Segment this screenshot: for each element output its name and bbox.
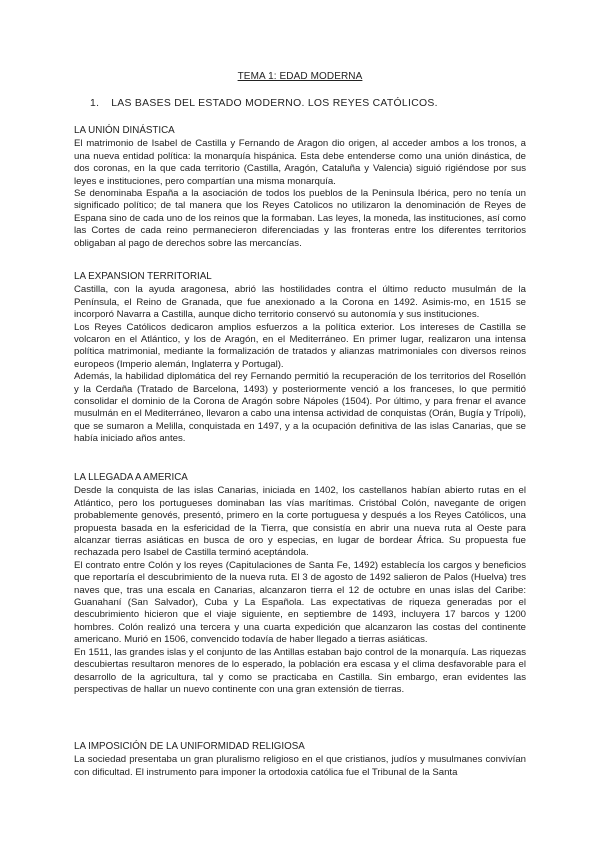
- section-heading: LA EXPANSION TERRITORIAL: [74, 271, 212, 282]
- section-heading: LA LLEGADA A AMERICA: [74, 472, 188, 483]
- paragraph: Castilla, con la ayuda aragonesa, abrió las hostilidades contra el último reducto musulmán de la Península, el Reino de Granada, que fue anexionado a la Corona en 1492. Asimis-mo, en 1515 se incorporó Navarra a Castilla, aunque dicho territorio conservó su autonomía y sus instituciones.: [74, 284, 526, 321]
- heading-number: 1.: [90, 98, 100, 109]
- paragraph: Desde la conquista de las islas Canarias, iniciada en 1402, los castellanos habían abierto rutas en el Atlántico, pero los portugueses dominaban las vías marítimas. Cristóbal Colón, navegante de origen probablemente genovés, presentó, primero en la corte portuguesa y después a los Reyes Católicos, una propuesta basada en la esfericidad de la Tierra, que consistía en abrir una nueva ruta al Oeste para alcanzar tierras asiáticas en busca de oro y especias, en lugar de bordear África. Su propuesta fue rechazada pero Isabel de Castilla terminó aceptándola.: [74, 485, 526, 559]
- section-llegada-america: [74, 472, 526, 696]
- paragraph: La sociedad presentaba un gran pluralismo religioso en el que cristianos, judíos y musulmanes convivían con dificultad. El instrumento para imponer la ortodoxia católica fue el Tribunal de la Santa: [74, 754, 526, 778]
- paragraph: El matrimonio de Isabel de Castilla y Fernando de Aragon dio origen, al acceder ambos a los tronos, a una nueva entidad política: la monarquía hispánica. Esta debe entenderse como una unión dinástica, de dos coronas, en la que cada territorio (Castilla, Aragón, Cataluña y Valencia) siguió rigiéndose por sus leyes e instituciones, pero compartían una misma monarquía.: [74, 138, 526, 187]
- section-heading: LA IMPOSICIÓN DE LA UNIFORMIDAD RELIGIOSA: [74, 741, 305, 752]
- section-uniformidad-religiosa: [74, 741, 526, 779]
- section-heading: LA UNIÓN DINÁSTICA: [74, 125, 175, 136]
- paragraph: El contrato entre Colón y los reyes (Capitulaciones de Santa Fe, 1492) establecía los cargos y beneficios que reportaría el descubrimiento de la nueva ruta. El 3 de agosto de 1492 salieron de Palos (Huelva) tres naves que, tras una escala en Canarias, alcanzaron tierra el 12 de octubre en unas islas del Caribe: Guanahaní (San Salvador), Cuba y La Española. Las expectativas de riqueza generadas por el descubrimiento hicieron que el viaje siguiente, en septiembre de 1493, incluyera 17 barcos y 1200 hombres. Colón realizó una tercera y una cuarta expedición que alcanzaron las costas del continente americano. Murió en 1506, convencido todavía de haber llegado a tierras asiáticas.: [74, 559, 526, 646]
- page-title: TEMA 1: EDAD MODERNA: [237, 71, 363, 82]
- paragraph: Los Reyes Católicos dedicaron amplios esfuerzos a la política exterior. Los intereses de Castilla se volcaron en el Atlántico, y los de Aragón, en el Mediterráneo. En primer lugar, realizaron una intensa política matrimonial, mediante la formalización de tratados y alianzas matrimoniales con diversos reinos europeos (Imperio alemán, Inglaterra y Portugal).: [74, 321, 526, 370]
- section-heading-numbered: [90, 98, 438, 110]
- section-union-dinastica: [74, 125, 526, 250]
- section-expansion-territorial: [74, 271, 526, 446]
- paragraph: Además, la habilidad diplomática del rey Fernando permitió la recuperación de los territorios del Rosellón y la Cerdaña (Tratado de Barcelona, 1493) y posteriormente venció a los franceses, lo que permitió consolidar el dominio de la Corona de Aragón sobre Nápoles (1504). Por último, y para frenar el avance musulmán en el Mediterráneo, llevaron a cabo una intensa actividad de conquistas (Orán, Bugía y Trípoli), que se sumaron a Melilla, conquistada en 1497, y a la ocupación definitiva de las islas Canarias, que se había iniciado años antes.: [74, 371, 526, 445]
- paragraph: En 1511, las grandes islas y el conjunto de las Antillas estaban bajo control de la monarquía. Las riquezas descubiertas resultaron menores de lo esperado, la población era escasa y el clima desfavorable para el desarrollo de la agricultura, tal y como se practicaba en Castilla. Sin embargo, eran evidentes las perspectivas de hallar un nuevo continente con una gran extensión de tierras.: [74, 646, 526, 695]
- heading-text: LAS BASES DEL ESTADO MODERNO. LOS REYES CATÓLICOS.: [111, 98, 438, 109]
- paragraph: Se denominaba España a la asociación de todos los pueblos de la Peninsula Ibérica, pero no tenía un significado político; de tal manera que los Reyes Catolicos no utilizaron la denominación de Reyes de Espana sino de cada uno de los reinos que la formaban. Las leyes, la moneda, las instituciones, así como las Cortes de cada reino permanecieron diferenciadas y las fronteras entre los diferentes territorios obligaban al pago de derechos sobre las mercancías.: [74, 188, 526, 249]
